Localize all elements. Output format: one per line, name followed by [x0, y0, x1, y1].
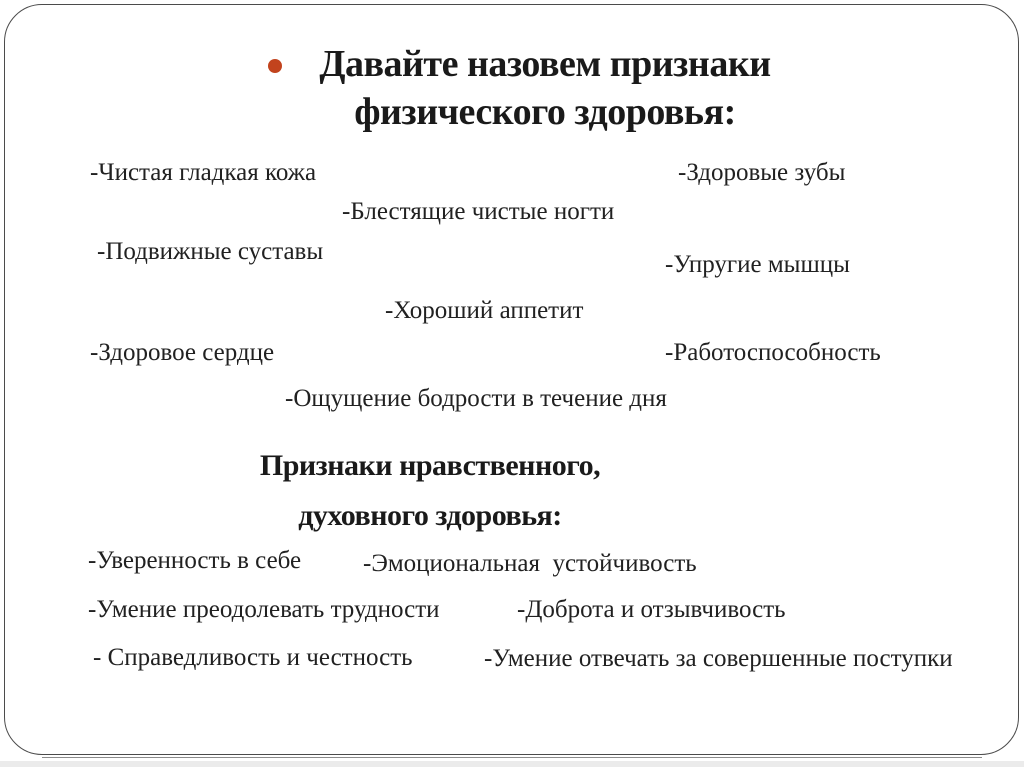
- moral-item-emotional-stability: -Эмоциональная устойчивость: [363, 550, 697, 577]
- moral-heading-line-2: духовного здоровья:: [298, 499, 562, 532]
- moral-item-justice-honesty: - Справедливость и честность: [93, 644, 413, 671]
- moral-item-kindness: -Доброта и отзывчивость: [517, 596, 786, 623]
- moral-item-self-confidence: -Уверенность в себе: [88, 547, 302, 574]
- slide-title-line-2: физического здоровья:: [354, 91, 736, 133]
- moral-heading-line-1: Признаки нравственного,: [259, 449, 601, 482]
- slide-title: [283, 40, 807, 136]
- slide-title-line-1: Давайте назовем признаки: [319, 43, 771, 85]
- physical-item-healthy-heart: -Здоровое сердце: [90, 339, 275, 366]
- physical-item-efficiency: -Работоспособность: [665, 339, 881, 366]
- physical-item-clean-skin: -Чистая гладкая кожа: [90, 159, 317, 186]
- bullet-icon: [268, 59, 282, 73]
- moral-heading: [130, 441, 730, 541]
- card-bottom-shadow: [42, 757, 982, 758]
- physical-item-healthy-teeth: -Здоровые зубы: [678, 159, 846, 186]
- physical-item-clean-nails: -Блестящие чистые ногти: [342, 198, 615, 225]
- moral-item-overcome-difficulties: -Умение преодолевать трудности: [88, 596, 440, 623]
- physical-item-mobile-joints: -Подвижные суставы: [97, 238, 324, 265]
- physical-item-firm-muscles: -Упругие мышцы: [665, 251, 850, 278]
- bottom-strip: [0, 761, 1024, 767]
- moral-item-responsibility: -Умение отвечать за совершенные поступки: [484, 645, 953, 672]
- physical-item-good-appetite: -Хороший аппетит: [385, 297, 584, 324]
- physical-item-daytime-vigor: -Ощущение бодрости в течение дня: [285, 385, 667, 412]
